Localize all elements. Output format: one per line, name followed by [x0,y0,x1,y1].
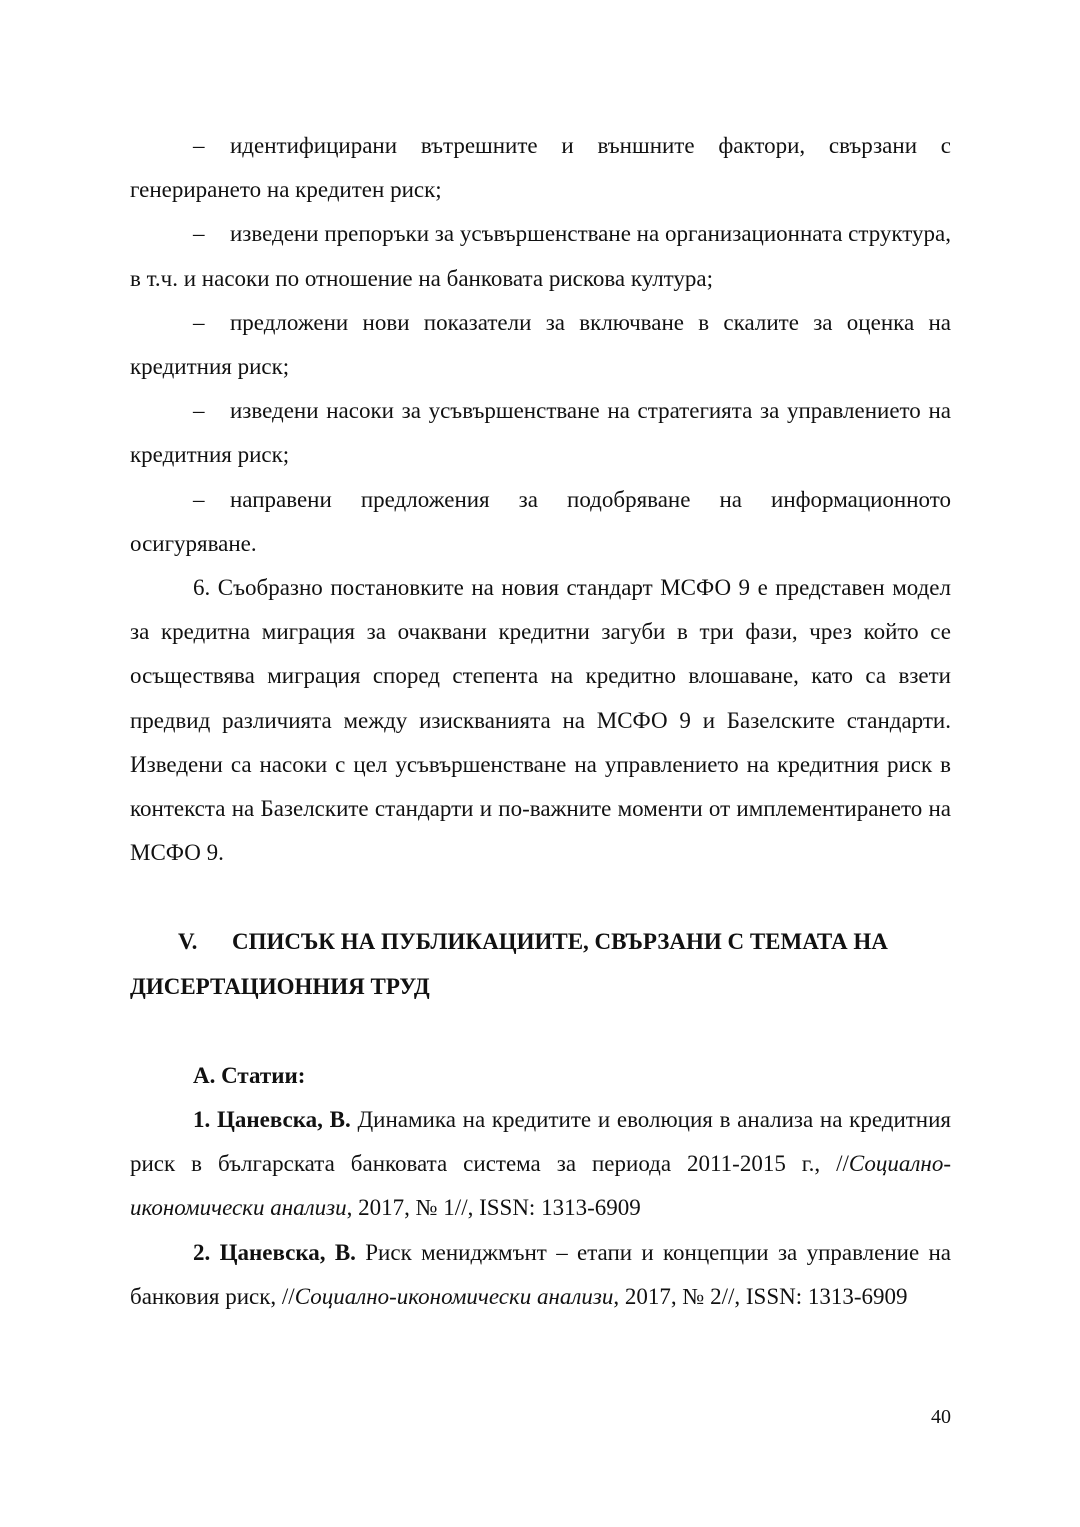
publication-journal: Социално-икономически анализи [294,1283,614,1309]
publication-title: Динамика на кредитите и еволюция в анализа на кредитния риск в българската банковата система за периода 2011-2015 г., // [130,1107,952,1177]
bullet-text: идентифицирани вътрешните и външните фактори, свързани с генерирането на кредитен риск; [130,133,951,203]
bullet-marker: – [193,221,205,247]
publication-item [130,1098,951,1231]
document-body [130,124,951,1319]
paragraph-point-6: 6. Съобразно постановките на новия стандарт МСФО 9 е представен модел за кредитна миграция за очаквани кредитни загуби в три фази, чрез който се осъществява миграция според степента на кредитно влошаване, като са взети предвид различията между изискванията на МСФО 9 и Базелските стандарти. Изведени са насоки с цел усъвършенстване на управлението на кредитния риск в контекста на Базелските стандарти и по-важните моменти от имплементирането на МСФО 9. [130,575,951,866]
subsection-heading: А. Статии: [193,1062,306,1088]
publication-title: Риск мениджмънт – етапи и концепции за управление на банковия риск, // [130,1239,952,1309]
bullet-marker: – [193,133,205,158]
bullet-text: направени предложения за подобряване на информационното осигуряване. [130,486,951,556]
page-number: 40 [931,1406,951,1428]
bullet-item [130,389,951,477]
publication-details: , 2017, № 1//, ISSN: 1313-6909 [346,1195,641,1221]
bullet-text: предложени нови показатели за включване в скалите за оценка на кредитния риск; [130,309,951,380]
section-heading [130,920,951,1008]
bullet-marker: – [193,398,205,424]
bullet-text: изведени препоръки за усъвършенстване на организационната структура, в т.ч. и насоки по отношение на банковата рискова култура; [130,221,951,291]
publication-number: 2. [193,1239,211,1265]
publication-item [130,1231,951,1319]
publication-details: , 2017, № 2//, ISSN: 1313-6909 [613,1283,908,1309]
bullet-marker: – [193,486,205,512]
publication-journal: Социално-икономически анализи [130,1151,951,1221]
bullet-item [130,124,951,212]
bullet-text: изведени насоки за усъвършенстване на стратегията за управлението на кредитния риск; [130,398,951,468]
bullet-item [130,212,951,300]
bullet-marker: – [193,309,205,335]
publication-author: Цаневска, В. [217,1107,351,1133]
publication-author: Цаневска, В. [219,1239,356,1265]
publication-number: 1. [193,1107,211,1133]
section-title: СПИСЪК НА ПУБЛИКАЦИИТЕ, СВЪРЗАНИ С ТЕМАТА НА ДИСЕРТАЦИОННИЯ ТРУД [130,929,888,999]
bullet-item [130,301,951,389]
section-number: V. [178,929,198,955]
bullet-item [130,478,951,566]
